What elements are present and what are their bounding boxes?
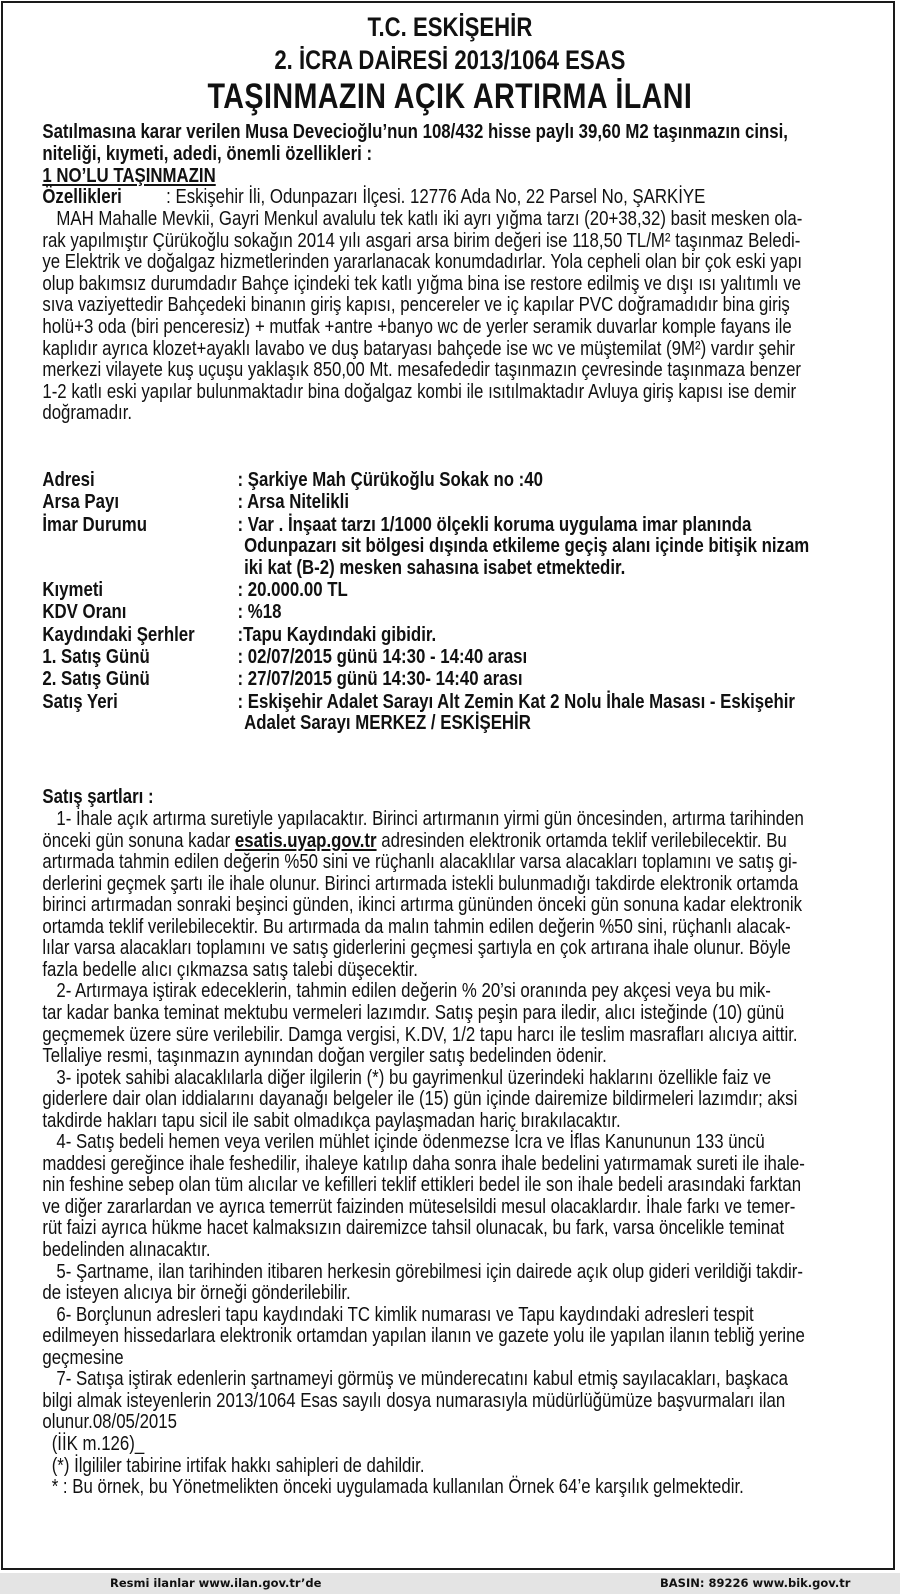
description-line: rak yapılmıştır Çürükoğlu sokağın 2014 yılı asgari arsa birim değeri ise 118,50 TL/M² taşınmaz Beledi- [42, 228, 801, 252]
condition-line: takdirde hakları tapu sicil ile sabit olmadıkça paylaşmadan hariç bırakılacaktır. [42, 1108, 621, 1132]
condition-line: lılar varsa alacakları toplamını ve satış giderlerini geçmesi şartıyla en çok artırana ihale olunur. Böyle [42, 936, 791, 960]
condition-line: geçmemek üzere süre verilebilir. Damga vergisi, K.DV, 1/2 tapu harcı ile teslim masrafları alıcıya aittir. [42, 1022, 798, 1046]
page-title: TAŞINMAZIN AÇIK ARTIRMA İLANI [207, 77, 693, 116]
condition-line: bilgi almak isteyenlerin 2013/1064 Esas sayılı dosya numarasıyla müdürlüğümüze başvurmaları ilan [42, 1388, 786, 1412]
condition-line: olunur.08/05/2015 [42, 1410, 177, 1434]
intro-line: niteliği, kıymeti, adedi, önemli özellikleri : [42, 142, 373, 165]
condition-line: ve diğer zararlardan ve ayrıca temerrüt faizinden müteselsildi mesul olacaklardır. İhale farkı ve temer- [42, 1194, 796, 1218]
condition-line: 5- Şartname, ilan tarihinden itibaren herkesin görebilmesi için dairede açık olup gideri verildiği takdir- [42, 1259, 803, 1283]
condition-line: (İİK m.126)_ [42, 1431, 145, 1455]
description-line: olup bakımsız durumdadır Bahçe içindeki tek katlı yığma bina ise restore edilmiş ve dışı ısı yalıtımlı ve [42, 271, 802, 295]
detail-value: :Tapu Kaydındaki gibidir. [237, 622, 437, 646]
detail-label: Kıymeti [42, 578, 104, 602]
description-line: 1-2 katlı eski yapılar bulunmaktadır bina doğalgaz kombi ile ısıtılmaktadır Avluya giriş kapısı ise demir [42, 379, 797, 403]
description-line: merkezi vilayete kuş uçuşu yaklaşık 850,00 Mt. mesafededir taşınmazın çevresinde taşınmaza benzer [42, 358, 802, 382]
condition-line: geçmesine [42, 1345, 124, 1369]
detail-value: : Şarkiye Mah Çürükoğlu Sokak no :40 [237, 468, 543, 491]
condition-line: birinci artırmadan sonraki beşinci günden, ikinci artırma gününden önceki gün sonuna kadar elektronik [42, 893, 803, 917]
description-line: kaplıdır ayrıca klozet+ayaklı lavabo ve duş bataryası bahçede ise wc ve müştemilat (9M²) vardır şehir [42, 336, 795, 360]
description-line: ye Elektrik ve doğalgaz hizmetlerinden yararlanacak konumdadırlar. Yola cepheli olan bir çok eski yapı [42, 250, 803, 274]
property-heading: 1 NO’LU TAŞINMAZIN [42, 164, 216, 187]
detail-label: Adresi [42, 468, 95, 491]
footer-bar [0, 1573, 900, 1594]
condition-line: 6- Borçlunun adresleri tapu kaydındaki TC kimlik numarası ve Tapu kaydındaki adresleri tespit [42, 1302, 754, 1326]
detail-value: : Var . İnşaat tarzı 1/1000 ölçekli koruma uygulama imar planında [237, 512, 752, 536]
detail-label: İmar Durumu [42, 512, 147, 536]
condition-line: de isteyen alıcıya bir örneği gönderilebilir. [42, 1281, 351, 1305]
condition-line: maddesi gereğince ihale feshedilir, ihaleye katılıp daha sonra ihale bedelini yatırmamak sureti ile ihale- [42, 1151, 805, 1175]
detail-value: : 02/07/2015 günü 14:30 - 14:40 arası [237, 645, 528, 668]
detail-value: : Arsa Nitelikli [237, 490, 350, 514]
condition-line: derlerini geçmek şartı ile ihale olunur. Birinci artırmada istekli bulunmadığı takdirde elektronik ortamda [42, 871, 799, 895]
detail-value: Odunpazarı sit bölgesi dışında etkileme geçiş alanı içinde bitişik nizam [244, 534, 810, 558]
condition-line: giderlere dair olan iddialarını dayanağı belgeler ile (15) gün içinde dairemize bildirmeleri lazımdır; aksi [42, 1087, 798, 1111]
detail-label: Satış Yeri [42, 689, 118, 713]
description-line: doğramadır. [42, 401, 133, 425]
footer-right-link[interactable]: BASIN: 89226 www.bik.gov.tr [660, 1576, 851, 1590]
detail-label: Kaydındaki Şerhler [42, 622, 195, 646]
condition-line: tar kadar banka teminat mektubu vermeleri lazımdır. Satış peşin para iledir, alıcı isteğinde (10) günü [42, 1000, 785, 1024]
condition-line: 3- ipotek sahibi alacaklılarla diğer ilgilerin (*) bu gayrimenkul üzerindeki haklarını özellikle faiz ve [42, 1065, 772, 1089]
features-first-line: : Eskişehir İli, Odunpazarı İlçesi. 12776 Ada No, 22 Parsel No, ŞARKİYE [166, 185, 706, 208]
intro-line: Satılmasına karar verilen Musa Devecioğlu’nun 108/432 hisse paylı 39,60 M2 taşınmazın cinsi, [42, 120, 788, 143]
announcement-frame [1, 1, 895, 1570]
condition-line: Tellaliye resmi, taşınmazın aynından doğan vergiler satış bedelinden ödenir. [42, 1044, 607, 1068]
condition-line: 2- Artırmaya iştirak edeceklerin, tahmin edilen değerin % 20’si oranında pey akçesi veya bu mik- [42, 979, 771, 1003]
detail-value: : 20.000.00 TL [237, 578, 348, 602]
condition-line: artırmada tahmin edilen değerin %50 sini ve rüçhanlı alacaklılar varsa alacakları toplamını ve satış gi- [42, 850, 798, 874]
header-city: T.C. ESKİŞEHİR [367, 12, 533, 42]
detail-value: iki kat (B-2) mesken sahasına isabet etmektedir. [244, 555, 626, 579]
description-line: sıva vaziyettedir Bahçedeki binanın giriş kapısı, pencereler ve iç kapılar PVC doğramadıdır bina giriş [42, 293, 790, 317]
detail-value: Adalet Sarayı MERKEZ / ESKİŞEHİR [244, 711, 531, 735]
footer-left-link[interactable]: Resmi ilanlar www.ilan.gov.tr’de [110, 1576, 322, 1590]
condition-line: önceki gün sonuna kadar esatis.uyap.gov.tr adresinden elektronik ortamda teklif verilebilecektir. Bu [42, 828, 787, 852]
condition-line: bedelinden alınacaktır. [42, 1238, 211, 1261]
condition-line: edilmeyen hissedarlara elektronik ortamdan yapılan ilanın ve gazete yolu ile yapılan ilanın tebliğ yerine [42, 1324, 805, 1348]
condition-line: (*) İlgililer tabirine irtifak hakkı sahipleri de dahildir. [42, 1453, 425, 1477]
conditions-heading: Satış şartları : [42, 785, 154, 808]
detail-label: KDV Oranı [42, 600, 127, 624]
description-line: holü+3 oda (biri penceresiz) + mutfak +antre +banyo wc de yerler seramik duvarlar komple fayans ile [42, 315, 792, 338]
esatis-link[interactable]: esatis.uyap.gov.tr [234, 828, 377, 852]
detail-label: Arsa Payı [42, 490, 119, 514]
detail-value: : 27/07/2015 günü 14:30- 14:40 arası [237, 667, 523, 691]
condition-line: rüt faizi ayrıca hükme hacet kalmaksızın dairemizce tahsil olunacak, bu fark, varsa öncelikle teminat [42, 1216, 785, 1240]
detail-label: 1. Satış Günü [42, 645, 150, 668]
condition-line: 7- Satışa iştirak edenlerin şartnameyi görmüş ve münderecatını kabul etmiş sayılacakları, başkaca [42, 1367, 788, 1391]
features-label: Özellikleri [42, 185, 122, 208]
detail-value: : Eskişehir Adalet Sarayı Alt Zemin Kat 2 Nolu İhale Masası - Eskişehir [237, 689, 795, 713]
condition-line: nin feshine sebep olan tüm alıcılar ve kefilleri teklif ettikleri bedel ile son ihale bedeli arasındaki farktan [42, 1173, 802, 1197]
detail-value: : %18 [237, 600, 282, 624]
condition-line: ortamda teklif verilebilecektir. Bu artırmada da malın tahmin edilen değerin %50 sini, rüçhanlı alacak- [42, 914, 791, 938]
condition-line: * : Bu örnek, bu Yönetmelikten önceki uygulamada kullanılan Örnek 64’e karşılık gelmektedir. [42, 1475, 744, 1499]
header-office: 2. İCRA DAİRESİ 2013/1064 ESAS [274, 45, 626, 75]
detail-label: 2. Satış Günü [42, 667, 150, 691]
condition-line: fazla bedelle alıcı çıkmazsa satış talebi düşecektir. [42, 957, 418, 981]
condition-line: 4- Satış bedeli hemen veya verilen mühlet içinde ödenmezse İcra ve İflas Kanununun 133 üncü [42, 1130, 765, 1154]
description-line: MAH Mahalle Mevkii, Gayri Menkul avalulu tek katlı iki ayrı yığma tarzı (20+38,32) basit mesken ola- [42, 207, 803, 230]
condition-line: 1- İhale açık artırma suretiyle yapılacaktır. Birinci artırmanın yirmi gün öncesinden, artırma tarihinden [42, 807, 804, 830]
